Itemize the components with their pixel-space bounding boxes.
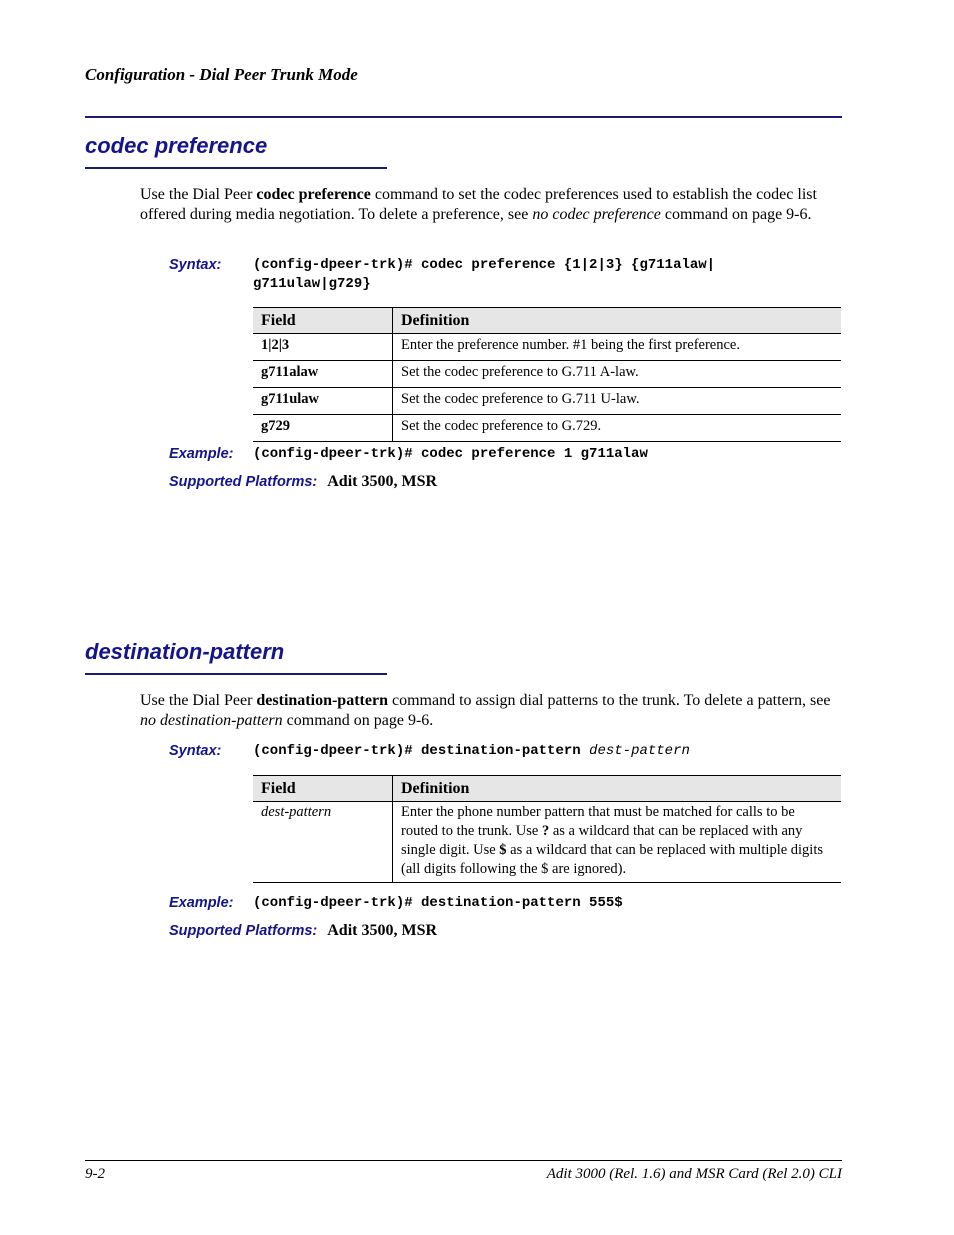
platforms-label: Supported Platforms: (169, 474, 318, 490)
field-cell: g711alaw (253, 361, 393, 388)
page-number: 9-2 (85, 1166, 105, 1182)
table-row (253, 388, 841, 415)
example-label: Example: (169, 895, 234, 911)
definition-cell: Set the codec preference to G.729. (393, 415, 842, 442)
field-cell: g729 (253, 415, 393, 442)
example-command: (config-dpeer-trk)# codec preference 1 g711alaw (253, 446, 648, 462)
field-cell: dest-pattern (253, 802, 393, 883)
destination-field-table (253, 775, 841, 883)
platforms-value: Adit 3500, MSR (327, 473, 438, 490)
table-header-row (253, 308, 841, 334)
table-row (253, 415, 841, 442)
document-title: Adit 3000 (Rel. 1.6) and MSR Card (Rel 2.0) CLI (546, 1166, 842, 1182)
running-header: Configuration - Dial Peer Trunk Mode (85, 65, 358, 84)
section-title-codec-preference: codec preference (85, 133, 268, 158)
column-header-field: Field (253, 308, 393, 334)
field-cell: 1|2|3 (253, 334, 393, 361)
definition-cell: Enter the preference number. #1 being the first preference. (393, 334, 842, 361)
definition-cell: Set the codec preference to G.711 A-law. (393, 361, 842, 388)
example-command: (config-dpeer-trk)# destination-pattern 555$ (253, 895, 623, 911)
table-row (253, 361, 841, 388)
codec-preference-description: Use the Dial Peer codec preference command to set the codec preferences used to establish the codec list offered during media negotiation. To delete a preference, see no codec preference command on page 9-6. (140, 186, 817, 223)
syntax-command: (config-dpeer-trk)# codec preference {1|2|3} {g711alaw| g711ulaw|g729} (253, 257, 716, 292)
definition-cell: Set the codec preference to G.711 U-law. (393, 388, 842, 415)
platforms-value: Adit 3500, MSR (327, 922, 438, 939)
table-row (253, 802, 841, 883)
destination-pattern-description: Use the Dial Peer destination-pattern command to assign dial patterns to the trunk. To delete a pattern, see no destination-pattern command on page 9-6. (140, 692, 831, 729)
example-label: Example: (169, 446, 234, 462)
section-rule (85, 167, 387, 169)
supported-platforms (169, 922, 437, 940)
column-header-definition: Definition (393, 308, 842, 334)
footer-rule (85, 1160, 842, 1161)
column-header-field: Field (253, 776, 393, 802)
table-header-row (253, 776, 841, 802)
syntax-label: Syntax: (169, 743, 222, 759)
table-row (253, 334, 841, 361)
syntax-command: (config-dpeer-trk)# destination-pattern dest-pattern (253, 743, 690, 759)
supported-platforms (169, 473, 437, 491)
field-cell: g711ulaw (253, 388, 393, 415)
platforms-label: Supported Platforms: (169, 923, 318, 939)
header-rule (85, 116, 842, 118)
codec-field-table (253, 307, 841, 442)
column-header-definition: Definition (393, 776, 842, 802)
section-title-destination-pattern: destination-pattern (85, 639, 285, 664)
definition-cell: Enter the phone number pattern that must be matched for calls to be routed to the trunk. Use ? as a wildcard that can be replaced with any single digit. Use $ as a wildcard that can be replaced with multiple digits (all digits following the $ are ignored). (393, 802, 842, 883)
section-rule (85, 673, 387, 675)
syntax-label: Syntax: (169, 257, 222, 273)
